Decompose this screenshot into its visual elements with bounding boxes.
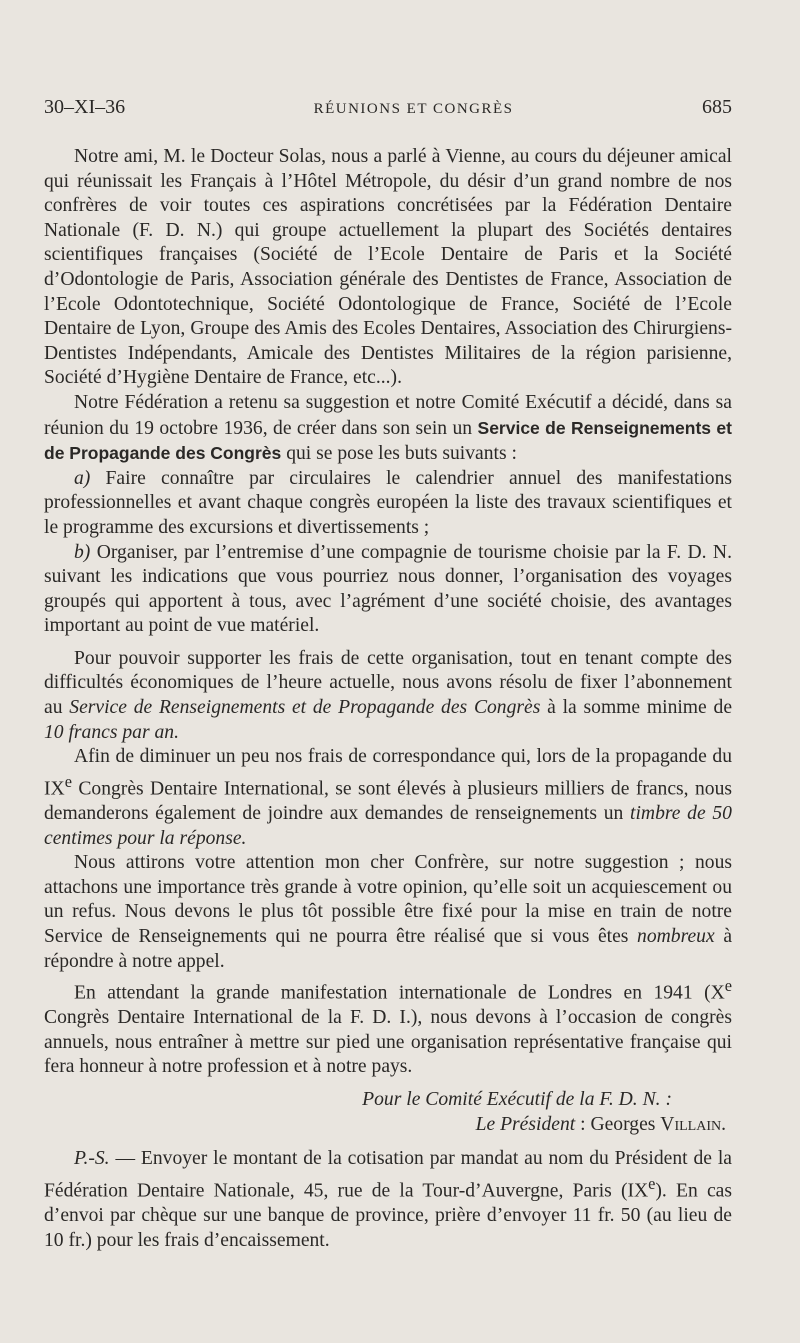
body-text bbox=[44, 145, 732, 1253]
paragraph-4: Afin de diminuer un peu nos frais de correspondance qui, lors de la propagande du IXe Congrès Dentaire International, se sont élevés à plusieurs milliers de francs, nous demanderons également de joindre aux demandes de renseignements un timbre de 50 centimes pour la réponse. bbox=[44, 746, 732, 849]
running-header bbox=[44, 96, 732, 119]
paragraph-1: Notre ami, M. le Docteur Solas, nous a parlé à Vienne, au cours du déjeuner amical qui réunissait les Français à l’Hôtel Métropole, du désir d’un grand nombre de nos confrères de voir toutes ces aspirations concrétisées par la Fédération Dentaire Nationale (F. D. N.) qui groupe actuellement la plupart des Sociétés dentaires scientifiques françaises (Société de l’Ecole Dentaire de Paris et la Société d’Odontologie de Paris, Association générale des Dentistes de France, Association de l’Ecole Odontotechnique, Société Odontologique de France, Société de l’Ecole Dentaire de Lyon, Groupe des Amis des Ecoles Dentaires, Association des Chirurgiens-Dentistes Indépendants, Amicale des Dentistes Militaires de la région parisienne, Société d’Hygiène Dentaire de France, etc...). bbox=[44, 146, 732, 389]
postscript: P.-S. — Envoyer le montant de la cotisation par mandat au nom du Président de la Fédération Dentaire Nationale, 45, rue de la Tour-d’Auvergne, Paris (IXe). En cas d’envoi par chèque sur une banque de province, prière d’envoyer 11 fr. 50 (au lieu de 10 fr.) pour les frais d’encaissement. bbox=[44, 1148, 732, 1251]
signature-line-2: Le Président : Georges Villain. bbox=[475, 1113, 726, 1135]
signature-line-1: Pour le Comité Exécutif de la F. D. N. : bbox=[362, 1089, 672, 1111]
paragraph-3: Pour pouvoir supporter les frais de cette organisation, tout en tenant compte des difficultés économiques de l’heure actuelle, nous avons résolu de fixer l’abonnement au Service de Renseignements et de Propagande des Congrès à la somme minime de 10 francs par an. bbox=[44, 647, 733, 743]
paragraph-2: Notre Fédération a retenu sa suggestion et notre Comité Exécutif a décidé, dans sa réunion du 19 octobre 1936, de créer dans son sein un Service de Renseignements et de Propagande des Congrès qui se pose les buts suivants : bbox=[44, 391, 732, 465]
list-item-b: b) Organiser, par l’entremise d’une compagnie de tourisme choisie par la F. D. N. suivant les indications que vous pourriez nous donner, l’organisation des voyages groupés qui apportent à tous, avec l’agrément d’une société choisie, des avantages important au point de vue matériel. bbox=[44, 541, 732, 637]
page-number: 685 bbox=[701, 96, 732, 118]
paragraph-6: En attendant la grande manifestation internationale de Londres en 1941 (Xe Congrès Dentaire International de la F. D. I.), nous devons à l’occasion de congrès annuels, nous entraîner à mettre sur pied une organisation représentative française qui fera honneur à notre profession et à notre pays. bbox=[44, 976, 732, 1078]
service-name-bold: Service de Renseignements et de Propagande des Congrès bbox=[44, 417, 732, 464]
header-title: RÉUNIONS ET CONGRÈS bbox=[313, 101, 514, 117]
list-item-a: a) Faire connaître par circulaires le calendrier annuel des manifestations professionnelles et avant chaque congrès européen la liste des travaux scientifiques et le programme des excursions et divertissements ; bbox=[44, 467, 732, 538]
header-date: 30–XI–36 bbox=[44, 96, 126, 118]
paragraph-5: Nous attirons votre attention mon cher Confrère, sur notre suggestion ; nous attachons une importance très grande à votre opinion, qu’elle soit un acquiescement ou un refus. Nous devons le plus tôt possible être fixé pour la mise en train de notre Service de Renseignements qui ne pourra être réalisé que si vous êtes nombreux à répondre à notre appel. bbox=[44, 852, 733, 972]
